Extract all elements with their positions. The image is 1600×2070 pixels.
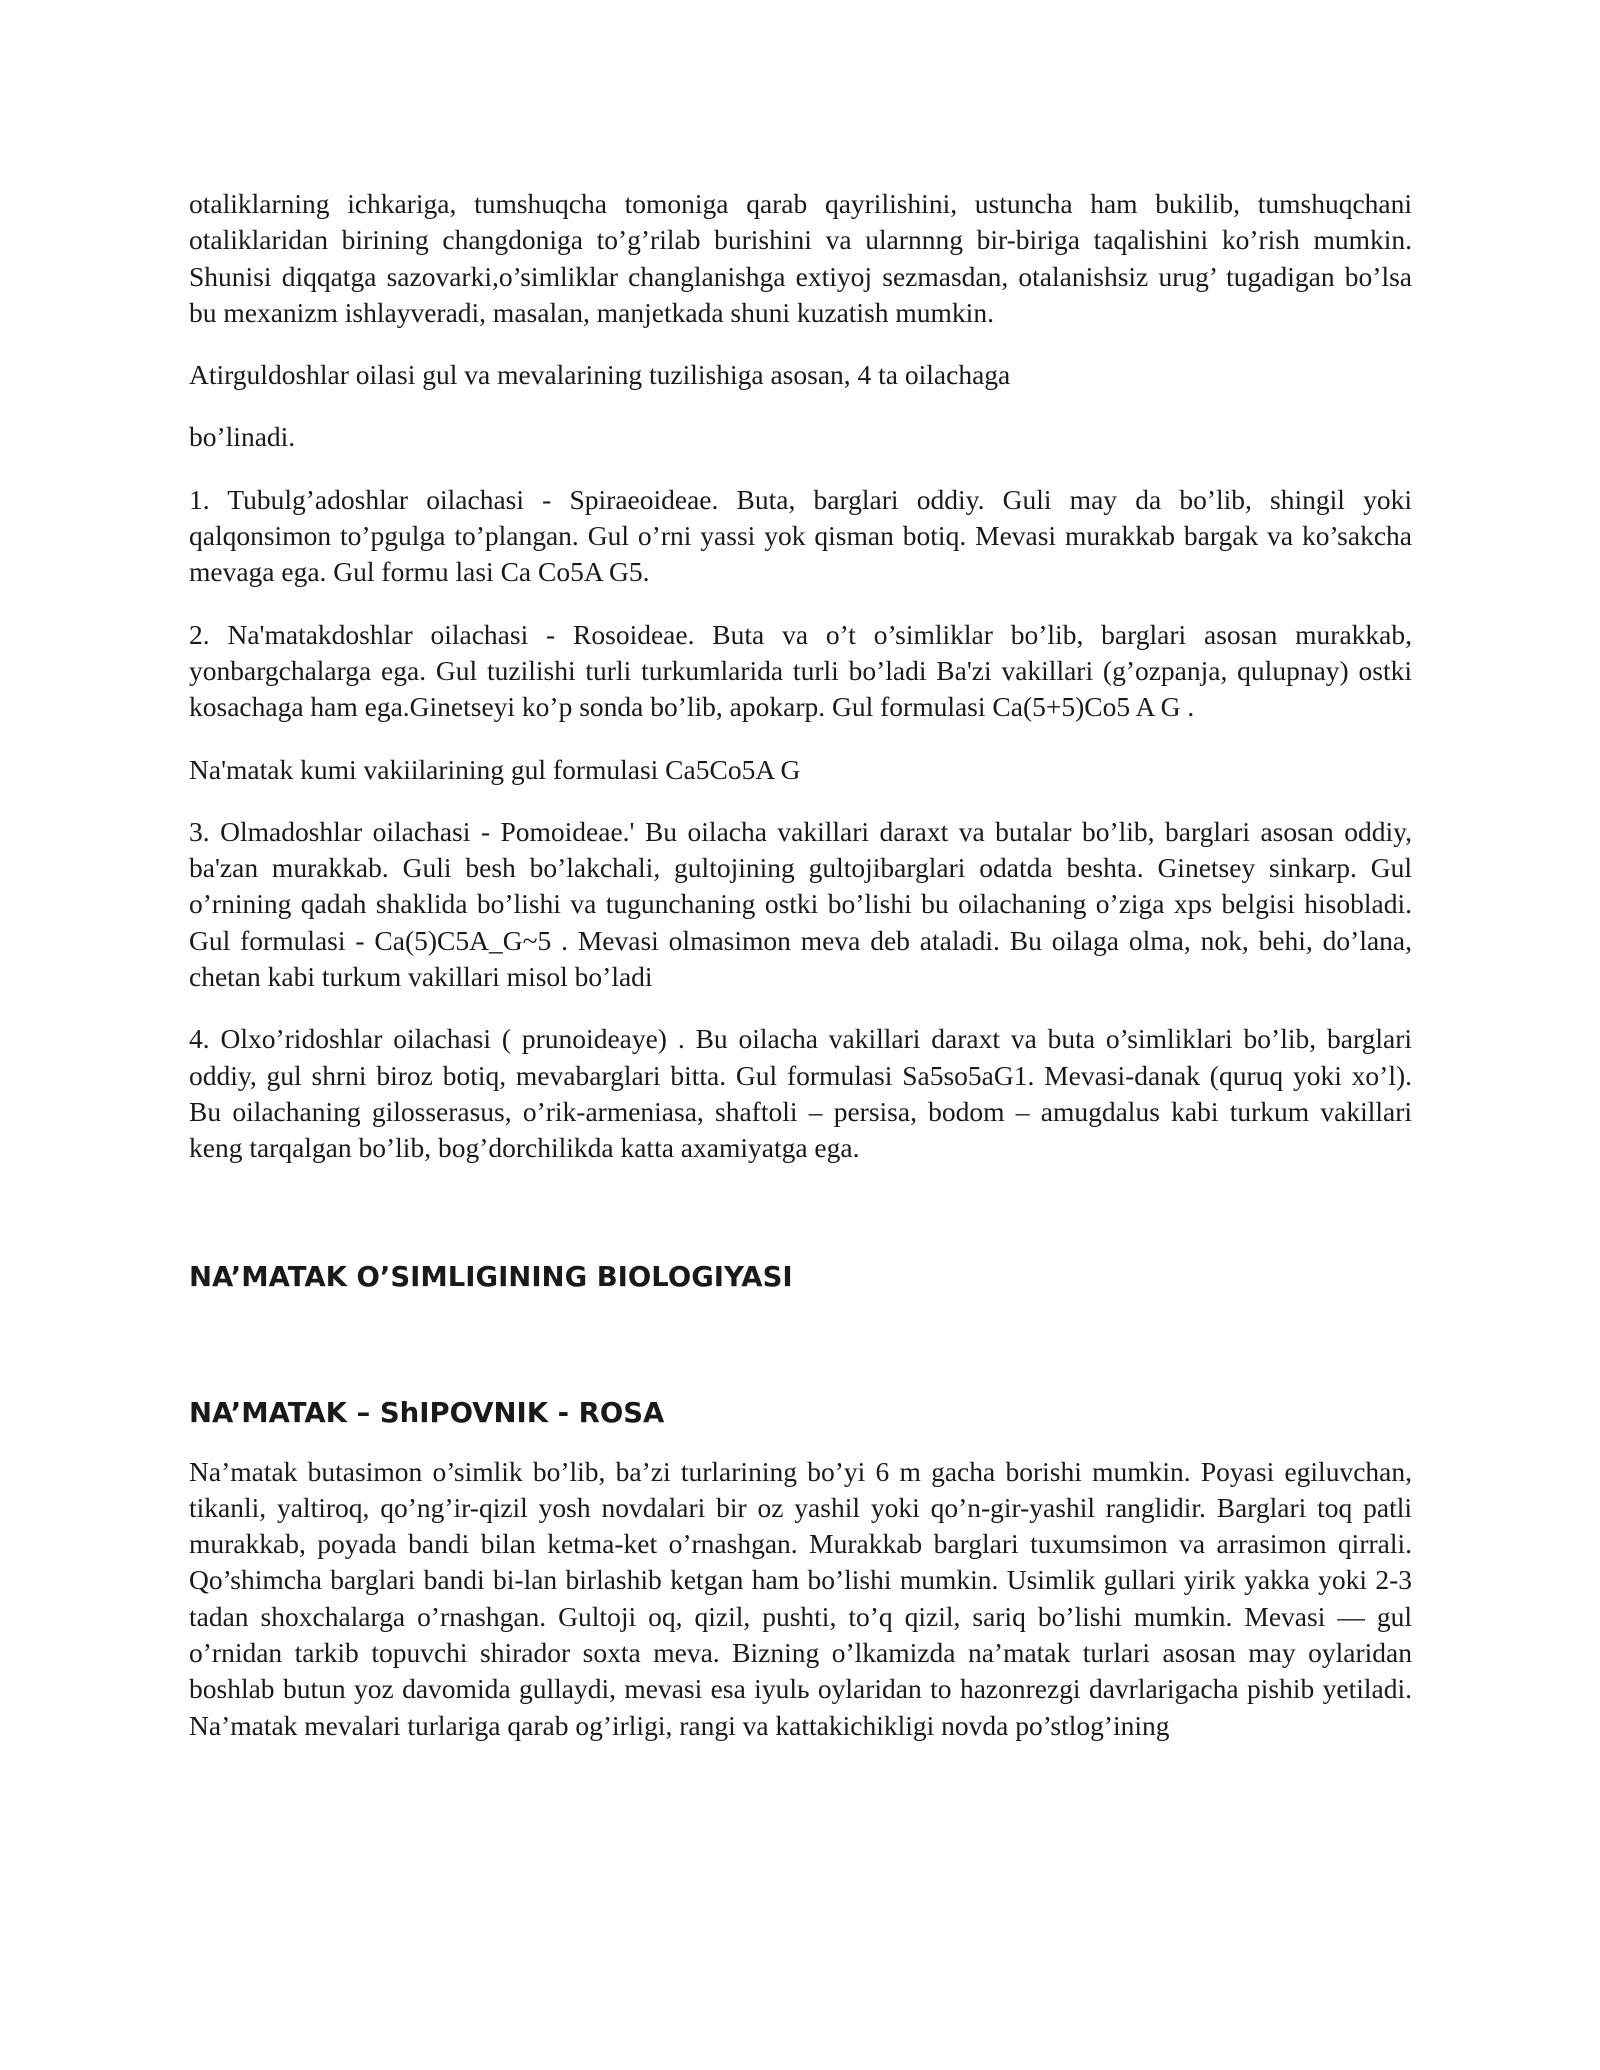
paragraph-subfamily-pomoideae: 3. Olmadoshlar oilachasi - Pomoideae.' Bu oilacha vakillari daraxt va butalar bo’lib, barglari asosan oddiy, ba'zan murakkab. Guli besh bo’lakchali, gultojining gultojibarglari odatda beshta. Ginetsey sinkarp. Gul o’rnining qadah shaklida bo’lishi va tugunchaning ostki bo’lishi bu oilachaning o’ziga xps belgisi hisobladi. Gul formulasi - Ca(5)C5A_G~5 . Mevasi olmasimon meva deb ataladi. Bu oilaga olma, nok, behi, do’lana, chetan kabi turkum vakillari misol bo’ladi [189, 815, 1412, 993]
paragraph-pollination-mechanism: otaliklarning ichkariga, tumshuqcha tomoniga qarab qayrilishini, ustuncha ham bukilib, tumshuqchani otaliklaridan birining changdoniga to’g’rilab burishini va ularnnng bir-biriga taqalishini ko’rish mumkin. Shunisi diqqatga sazovarki,o’simliklar changlanishga extiyoj sezmasdan, otalanishsiz urug’ tugadigan bo’lsa bu mexanizm ishlayveradi, masalan, manjetkada shuni kuzatish mumkin. [189, 188, 1412, 328]
paragraph-subfamily-spiraeoideae: 1. Tubulg’adoshlar oilachasi - Spiraeoideae. Buta, barglari oddiy. Guli may da bo’lib, shingil yoki qalqonsimon to’pgulga to’plangan. Gul o’rni yassi yok qisman botiq. Mevasi murakkab bargak va ko’sakcha mevaga ega. Gul formu lasi Ca Co5A G5. [189, 483, 1412, 588]
section-heading-biology: NA’MATAK O’SIMLIGINING BIOLOGIYASI [189, 1260, 793, 1293]
paragraph-subfamily-rosoideae: 2. Na'matakdoshlar oilachasi - Rosoideae. Buta va o’t o’simliklar bo’lib, barglari asosan murakkab, yonbargchalarga ega. Gul tuzilishi turli turkumlarida turli bo’ladi Ba'zi vakillari (g’ozpanja, qulupnay) ostki kosachaga ham ega.Ginetseyi ko’p sonda bo’lib, apokarp. Gul formulasi Ca(5+5)Co5 A G . [189, 618, 1412, 723]
paragraph-rosa-formula: Na'matak kumi vakiilarining gul formulasi Ca5Co5A G [189, 753, 801, 785]
paragraph-family-intro: Atirguldoshlar oilasi gul va mevalarining tuzilishiga asosan, 4 ta oilachaga [189, 359, 1011, 391]
paragraph-rosa-description: Na’matak butasimon o’simlik bo’lib, ba’zi turlarining bo’yi 6 m gacha borishi mumkin. Poyasi egiluvchan, tikanli, yaltiroq, qo’ng’ir-qizil yosh novdalari bir oz yashil yoki qo’n-gir-yashil ranglidir. Barglari toq patli murakkab, poyada bandi bilan ketma-ket o’rnashgan. Murakkab barglari tuxumsimon va arrasimon qirrali. Qo’shimcha barglari bandi bi-lan birlashib ketgan ham bo’lishi mumkin. Usimlik gullari yirik yakka yoki 2-3 tadan shoxchalarga o’rnashgan. Gultoji oq, qizil, pushti, to’q qizil, sariq bo’lishi mumkin. Mevasi — gul o’rnidan tarkib topuvchi shirador soxta meva. Bizning o’lkamizda na’matak turlari asosan may oylaridan boshlab butun yoz davomida gullaydi, mevasi esa iyulь oylaridan to hazonrezgi davrlarigacha pishib yetiladi. Na’matak mevalari turlariga qarab og’irligi, rangi va kattakichikligi novda po’stlog’ining [189, 1455, 1412, 1741]
paragraph-subfamily-prunoideae: 4. Olxo’ridoshlar oilachasi ( prunoideaye) . Bu oilacha vakillari daraxt va buta o’simliklari bo’lib, barglari oddiy, gul shrni biroz botiq, mevabarglari bitta. Gul formulasi Sa5so5aG1. Mevasi-danak (quruq yoki xo’l). Bu oilachaning gilosserasus, o’rik-armeniasa, shaftoli – persisa, bodom – amugdalus kabi turkum vakillari keng tarqalgan bo’lib, bog’dorchilikda katta axamiyatga ega. [189, 1023, 1412, 1164]
section-heading-rosa: NA’MATAK – ShIPOVNIK - ROSA [189, 1396, 665, 1429]
document-page [189, 186, 1412, 1744]
paragraph-family-intro-end: bo’linadi. [189, 421, 296, 453]
